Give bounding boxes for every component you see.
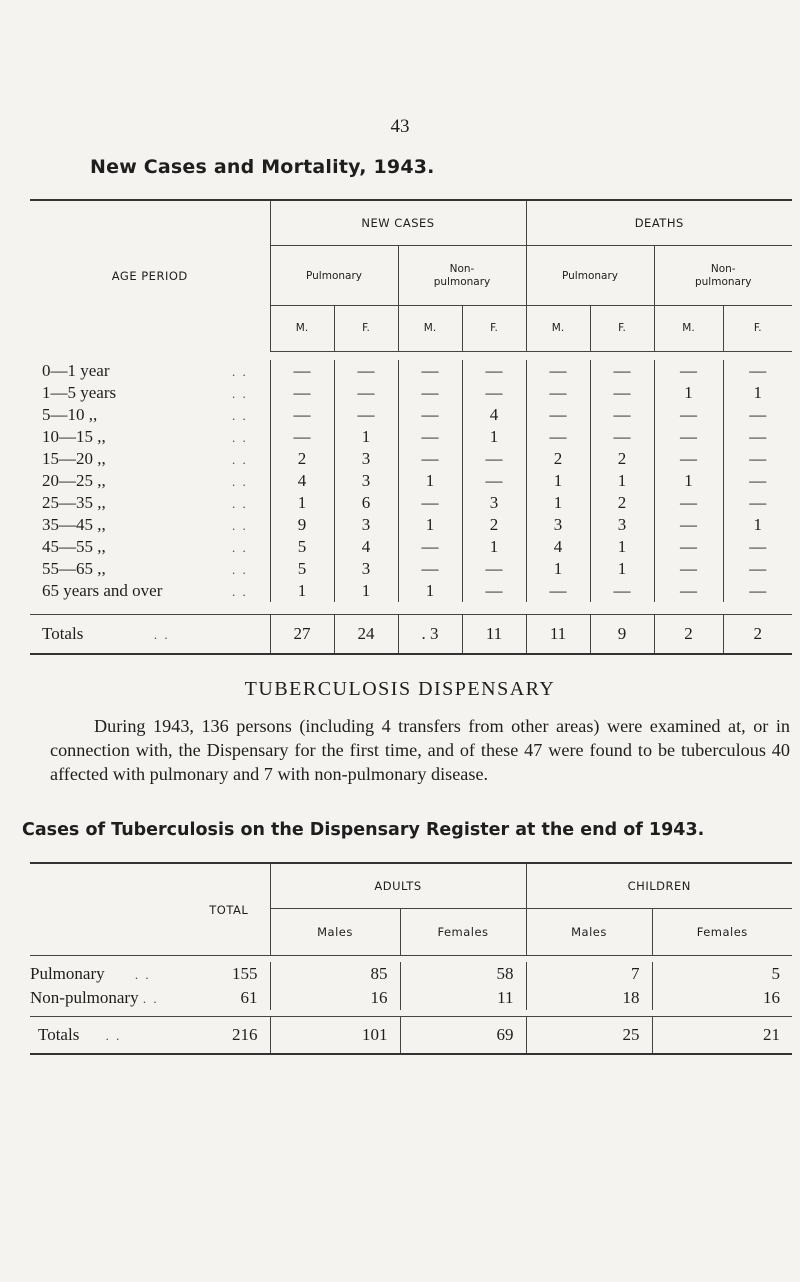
count-cell: — bbox=[270, 426, 334, 448]
count-cell: — bbox=[398, 382, 462, 404]
count-cell: — bbox=[398, 426, 462, 448]
count-cell: 4 bbox=[270, 470, 334, 492]
count-cell: — bbox=[590, 580, 654, 602]
adult-males-cell: 101 bbox=[270, 1017, 400, 1055]
age-period-cell: 1—5 years . . bbox=[42, 382, 248, 402]
age-period-header: AGE PERIOD bbox=[30, 200, 270, 351]
count-cell: — bbox=[723, 404, 792, 426]
totals-row bbox=[30, 1017, 792, 1055]
count-cell: — bbox=[590, 360, 654, 382]
count-cell: 2 bbox=[590, 492, 654, 514]
count-cell: — bbox=[723, 470, 792, 492]
count-cell: — bbox=[270, 382, 334, 404]
count-cell: 4 bbox=[334, 536, 398, 558]
count-cell: — bbox=[654, 492, 723, 514]
age-period-cell: 25—35 ,, . . bbox=[42, 492, 248, 512]
total-header: TOTAL bbox=[188, 863, 270, 956]
adult-females-cell: 11 bbox=[400, 986, 526, 1010]
dispensary-register-table bbox=[30, 862, 792, 1055]
count-cell: 1 bbox=[654, 382, 723, 404]
count-cell: — bbox=[723, 360, 792, 382]
table-row bbox=[30, 360, 792, 382]
count-cell: — bbox=[654, 360, 723, 382]
count-cell: 1 bbox=[590, 536, 654, 558]
total-cell: 9 bbox=[590, 614, 654, 654]
section-title: TUBERCULOSIS DISPENSARY bbox=[244, 678, 556, 700]
count-cell: — bbox=[334, 360, 398, 382]
age-period-cell: 5—10 ,, . . bbox=[42, 404, 248, 424]
count-cell: — bbox=[723, 558, 792, 580]
age-period-cell: 0—1 year . . bbox=[42, 360, 248, 380]
count-cell: — bbox=[526, 404, 590, 426]
count-cell: — bbox=[462, 382, 526, 404]
count-cell: — bbox=[654, 536, 723, 558]
count-cell: — bbox=[526, 426, 590, 448]
total-cell: 61 bbox=[240, 988, 258, 1007]
count-cell: — bbox=[462, 470, 526, 492]
count-cell: — bbox=[526, 382, 590, 404]
table-row bbox=[30, 986, 792, 1010]
count-cell: — bbox=[462, 580, 526, 602]
count-cell: — bbox=[398, 360, 462, 382]
count-cell: 5 bbox=[270, 558, 334, 580]
count-cell: 1 bbox=[398, 514, 462, 536]
f-header: F. bbox=[334, 306, 398, 351]
age-period-cell: 20—25 ,, . . bbox=[42, 470, 248, 490]
new-cases-pulmonary-header: Pulmonary bbox=[270, 246, 398, 306]
count-cell: 1 bbox=[654, 470, 723, 492]
count-cell: — bbox=[723, 580, 792, 602]
count-cell: — bbox=[654, 404, 723, 426]
f-header: F. bbox=[462, 306, 526, 351]
page-number: 43 bbox=[390, 116, 410, 137]
count-cell: — bbox=[334, 382, 398, 404]
count-cell: 3 bbox=[334, 514, 398, 536]
count-cell: 1 bbox=[462, 536, 526, 558]
count-cell: — bbox=[654, 514, 723, 536]
count-cell: — bbox=[334, 404, 398, 426]
count-cell: 1 bbox=[723, 382, 792, 404]
child-males-header: Males bbox=[526, 909, 652, 956]
adult-females-header: Females bbox=[400, 909, 526, 956]
child-males-cell: 7 bbox=[526, 962, 652, 986]
total-cell: 24 bbox=[334, 614, 398, 654]
count-cell: 1 bbox=[398, 580, 462, 602]
total-cell: 216 bbox=[188, 1017, 270, 1055]
adult-females-cell: 69 bbox=[400, 1017, 526, 1055]
count-cell: — bbox=[526, 580, 590, 602]
adult-males-header: Males bbox=[270, 909, 400, 956]
count-cell: 4 bbox=[462, 404, 526, 426]
f-header: F. bbox=[590, 306, 654, 351]
count-cell: 1 bbox=[270, 492, 334, 514]
count-cell: 3 bbox=[334, 470, 398, 492]
m-header: M. bbox=[654, 306, 723, 351]
count-cell: — bbox=[398, 492, 462, 514]
total-cell: 2 bbox=[654, 614, 723, 654]
table-row bbox=[30, 470, 792, 492]
row-label: Pulmonary . . bbox=[30, 964, 151, 983]
table-row bbox=[30, 492, 792, 514]
count-cell: — bbox=[590, 426, 654, 448]
count-cell: — bbox=[462, 360, 526, 382]
count-cell: 3 bbox=[334, 558, 398, 580]
totals-row bbox=[30, 614, 792, 654]
count-cell: — bbox=[654, 580, 723, 602]
count-cell: — bbox=[654, 558, 723, 580]
count-cell: 3 bbox=[334, 448, 398, 470]
count-cell: 3 bbox=[526, 514, 590, 536]
row-label: Non-pulmonary . . bbox=[30, 988, 159, 1007]
count-cell: 1 bbox=[526, 492, 590, 514]
count-cell: — bbox=[270, 404, 334, 426]
register-heading: Cases of Tuberculosis on the Dispensary Register at the end of 1943. bbox=[22, 820, 705, 840]
age-period-cell: 35—45 ,, . . bbox=[42, 514, 248, 534]
new-cases-non-pulmonary-header: Non- pulmonary bbox=[398, 246, 526, 306]
count-cell: — bbox=[462, 558, 526, 580]
page-heading: New Cases and Mortality, 1943. bbox=[90, 156, 435, 178]
m-header: M. bbox=[270, 306, 334, 351]
count-cell: — bbox=[723, 448, 792, 470]
totals-label: Totals . . bbox=[30, 1017, 188, 1055]
adult-males-cell: 16 bbox=[270, 986, 400, 1010]
child-females-header: Females bbox=[652, 909, 792, 956]
count-cell: — bbox=[398, 558, 462, 580]
total-cell: 155 bbox=[232, 964, 258, 983]
total-cell: 27 bbox=[270, 614, 334, 654]
dispensary-paragraph: During 1943, 136 persons (including 4 transfers from other areas) were examined at, or in connection with, the Dispensary for the first time, and of these 47 were found to be tuberculous 40 affected with pulmonary and 7 with non-pulmonary disease. bbox=[50, 716, 790, 784]
count-cell: — bbox=[398, 404, 462, 426]
deaths-pulmonary-header: Pulmonary bbox=[526, 246, 654, 306]
count-cell: — bbox=[590, 404, 654, 426]
deaths-header: DEATHS bbox=[526, 200, 792, 246]
age-period-cell: 55—65 ,, . . bbox=[42, 558, 248, 578]
child-females-cell: 16 bbox=[652, 986, 792, 1010]
count-cell: — bbox=[398, 536, 462, 558]
age-period-cell: 10—15 ,, . . bbox=[42, 426, 248, 446]
table-row bbox=[30, 426, 792, 448]
adult-females-cell: 58 bbox=[400, 962, 526, 986]
table-row bbox=[30, 382, 792, 404]
total-cell: . 3 bbox=[398, 614, 462, 654]
count-cell: 1 bbox=[334, 580, 398, 602]
total-cell: 2 bbox=[723, 614, 792, 654]
m-header: M. bbox=[398, 306, 462, 351]
child-males-cell: 18 bbox=[526, 986, 652, 1010]
count-cell: 1 bbox=[462, 426, 526, 448]
total-cell: 11 bbox=[462, 614, 526, 654]
total-cell: 11 bbox=[526, 614, 590, 654]
count-cell: 2 bbox=[526, 448, 590, 470]
count-cell: 1 bbox=[526, 558, 590, 580]
count-cell: — bbox=[723, 536, 792, 558]
adults-header: ADULTS bbox=[270, 863, 526, 909]
count-cell: — bbox=[654, 448, 723, 470]
child-females-cell: 21 bbox=[652, 1017, 792, 1055]
count-cell: — bbox=[270, 360, 334, 382]
count-cell: 1 bbox=[590, 558, 654, 580]
adult-males-cell: 85 bbox=[270, 962, 400, 986]
count-cell: 3 bbox=[590, 514, 654, 536]
count-cell: — bbox=[462, 448, 526, 470]
age-period-cell: 65 years and over . . bbox=[42, 580, 248, 600]
f-header: F. bbox=[723, 306, 792, 351]
totals-label: Totals . . bbox=[30, 614, 270, 654]
count-cell: — bbox=[723, 426, 792, 448]
count-cell: 2 bbox=[590, 448, 654, 470]
count-cell: 6 bbox=[334, 492, 398, 514]
age-period-cell: 45—55 ,, . . bbox=[42, 536, 248, 556]
deaths-non-pulmonary-header: Non- pulmonary bbox=[654, 246, 792, 306]
count-cell: 1 bbox=[270, 580, 334, 602]
m-header: M. bbox=[526, 306, 590, 351]
count-cell: 1 bbox=[334, 426, 398, 448]
count-cell: 3 bbox=[462, 492, 526, 514]
new-cases-header: NEW CASES bbox=[270, 200, 526, 246]
age-period-cell: 15—20 ,, . . bbox=[42, 448, 248, 468]
table-row bbox=[30, 404, 792, 426]
child-females-cell: 5 bbox=[652, 962, 792, 986]
table-row bbox=[30, 536, 792, 558]
count-cell: 2 bbox=[462, 514, 526, 536]
count-cell: — bbox=[590, 382, 654, 404]
count-cell: 4 bbox=[526, 536, 590, 558]
table-row bbox=[30, 580, 792, 602]
count-cell: 1 bbox=[590, 470, 654, 492]
child-males-cell: 25 bbox=[526, 1017, 652, 1055]
count-cell: 2 bbox=[270, 448, 334, 470]
count-cell: — bbox=[654, 426, 723, 448]
table-row bbox=[30, 558, 792, 580]
count-cell: — bbox=[723, 492, 792, 514]
table-row bbox=[30, 962, 792, 986]
table-row bbox=[30, 514, 792, 536]
count-cell: — bbox=[398, 448, 462, 470]
new-cases-mortality-table bbox=[30, 199, 792, 655]
count-cell: 1 bbox=[723, 514, 792, 536]
count-cell: 1 bbox=[398, 470, 462, 492]
count-cell: — bbox=[526, 360, 590, 382]
table-row bbox=[30, 448, 792, 470]
count-cell: 9 bbox=[270, 514, 334, 536]
count-cell: 1 bbox=[526, 470, 590, 492]
count-cell: 5 bbox=[270, 536, 334, 558]
children-header: CHILDREN bbox=[526, 863, 792, 909]
